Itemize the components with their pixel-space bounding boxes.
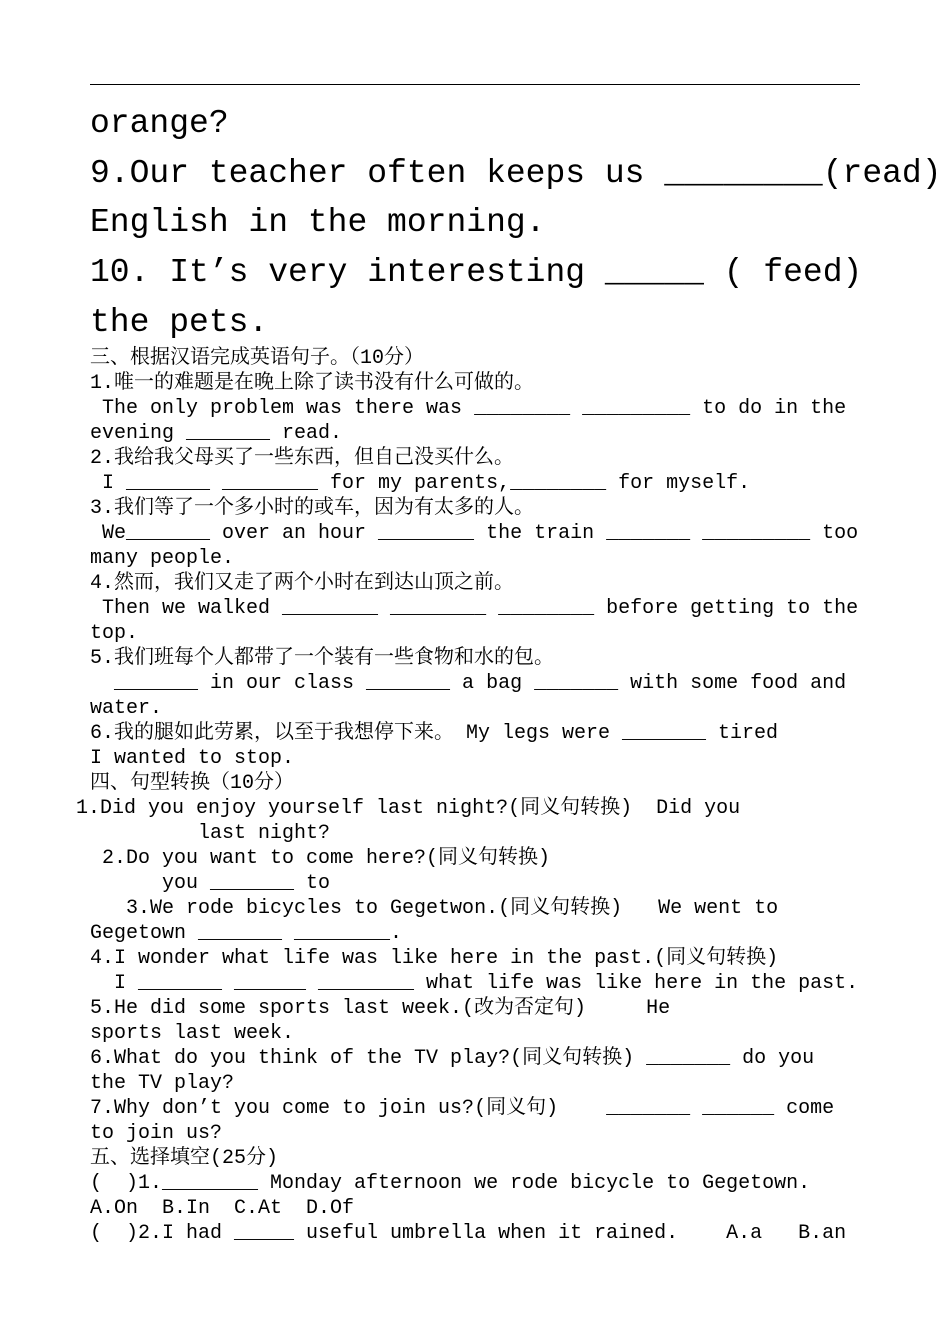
text-line: 3.我们等了一个多小时的或车，因为有太多的人。 bbox=[90, 497, 535, 520]
text-line: the TV play? bbox=[90, 1072, 235, 1095]
text-line: 6.我的腿如此劳累，以至于我想停下来。 My legs were _______ tired bbox=[90, 722, 779, 745]
text-line: water. bbox=[90, 697, 163, 720]
text-line: you _______ to bbox=[90, 872, 331, 895]
text-line: I wanted to stop. bbox=[90, 747, 295, 770]
text-line: A.On B.In C.At D.Of bbox=[90, 1197, 355, 1220]
text-line: to join us? bbox=[90, 1122, 223, 1145]
text-line: We_______ over an hour ________ the train _______ _________ too bbox=[90, 522, 859, 545]
text-line: top. bbox=[90, 622, 139, 645]
text-line: Gegetown _______ ________. bbox=[90, 922, 403, 945]
text-line: 2.我给我父母买了一些东西，但自己没买什么。 bbox=[90, 447, 515, 470]
text-line: The only problem was there was ________ _________ to do in the bbox=[90, 397, 847, 420]
text-line: 1.唯一的难题是在晚上除了读书没有什么可做的。 bbox=[90, 372, 535, 395]
section-heading: 三、根据汉语完成英语句子。（10分） bbox=[90, 347, 425, 370]
text-line: I _______ ________ for my parents,________ for myself. bbox=[90, 472, 751, 495]
section-heading: 四、句型转换（10分） bbox=[90, 772, 295, 795]
text-line: 7.Why don’t you come to join us?(同义句) _______ ______ come bbox=[90, 1097, 835, 1120]
question-10: 10. It’s very interesting _____ ( feed) bbox=[90, 254, 863, 291]
question-9: 9.Our teacher often keeps us ________(read) bbox=[90, 155, 942, 192]
text-line: the pets. bbox=[90, 304, 269, 341]
text-line: ( )1.________ Monday afternoon we rode bicycle to Gegetown. bbox=[90, 1172, 811, 1195]
text-line: Then we walked ________ ________ ________ before getting to the bbox=[90, 597, 859, 620]
text-line: 1.Did you enjoy yourself last night?(同义句转换) Did you bbox=[76, 797, 741, 820]
text-line: 6.What do you think of the TV play?(同义句转换) _______ do you bbox=[90, 1047, 815, 1070]
text-line: many people. bbox=[90, 547, 235, 570]
text-line: sports last week. bbox=[90, 1022, 295, 1045]
text-line: 2.Do you want to come here?(同义句转换) bbox=[90, 847, 551, 870]
text-line: evening _______ read. bbox=[90, 422, 343, 445]
text-line: orange? bbox=[90, 105, 229, 142]
text-line: 5.He did some sports last week.(改为否定句) He bbox=[90, 997, 671, 1020]
header-rule bbox=[90, 84, 860, 85]
section-heading: 五、选择填空(25分) bbox=[90, 1147, 279, 1170]
text-line: 5.我们班每个人都带了一个装有一些食物和水的包。 bbox=[90, 647, 555, 670]
text-line: 3.We rode bicycles to Gegetwon.(同义句转换) We went to bbox=[90, 897, 779, 920]
text-line: English in the morning. bbox=[90, 204, 546, 241]
text-line: I _______ ______ ________ what life was like here in the past. bbox=[90, 972, 859, 995]
text-line: 4.然而，我们又走了两个小时在到达山顶之前。 bbox=[90, 572, 515, 595]
text-line: 4.I wonder what life was like here in the past.(同义句转换) bbox=[90, 947, 779, 970]
text-line: _______ in our class _______ a bag _______ with some food and bbox=[90, 672, 847, 695]
text-line: ( )2.I had _____ useful umbrella when it rained. A.a B.an bbox=[90, 1222, 847, 1245]
text-line: last night? bbox=[90, 822, 331, 845]
